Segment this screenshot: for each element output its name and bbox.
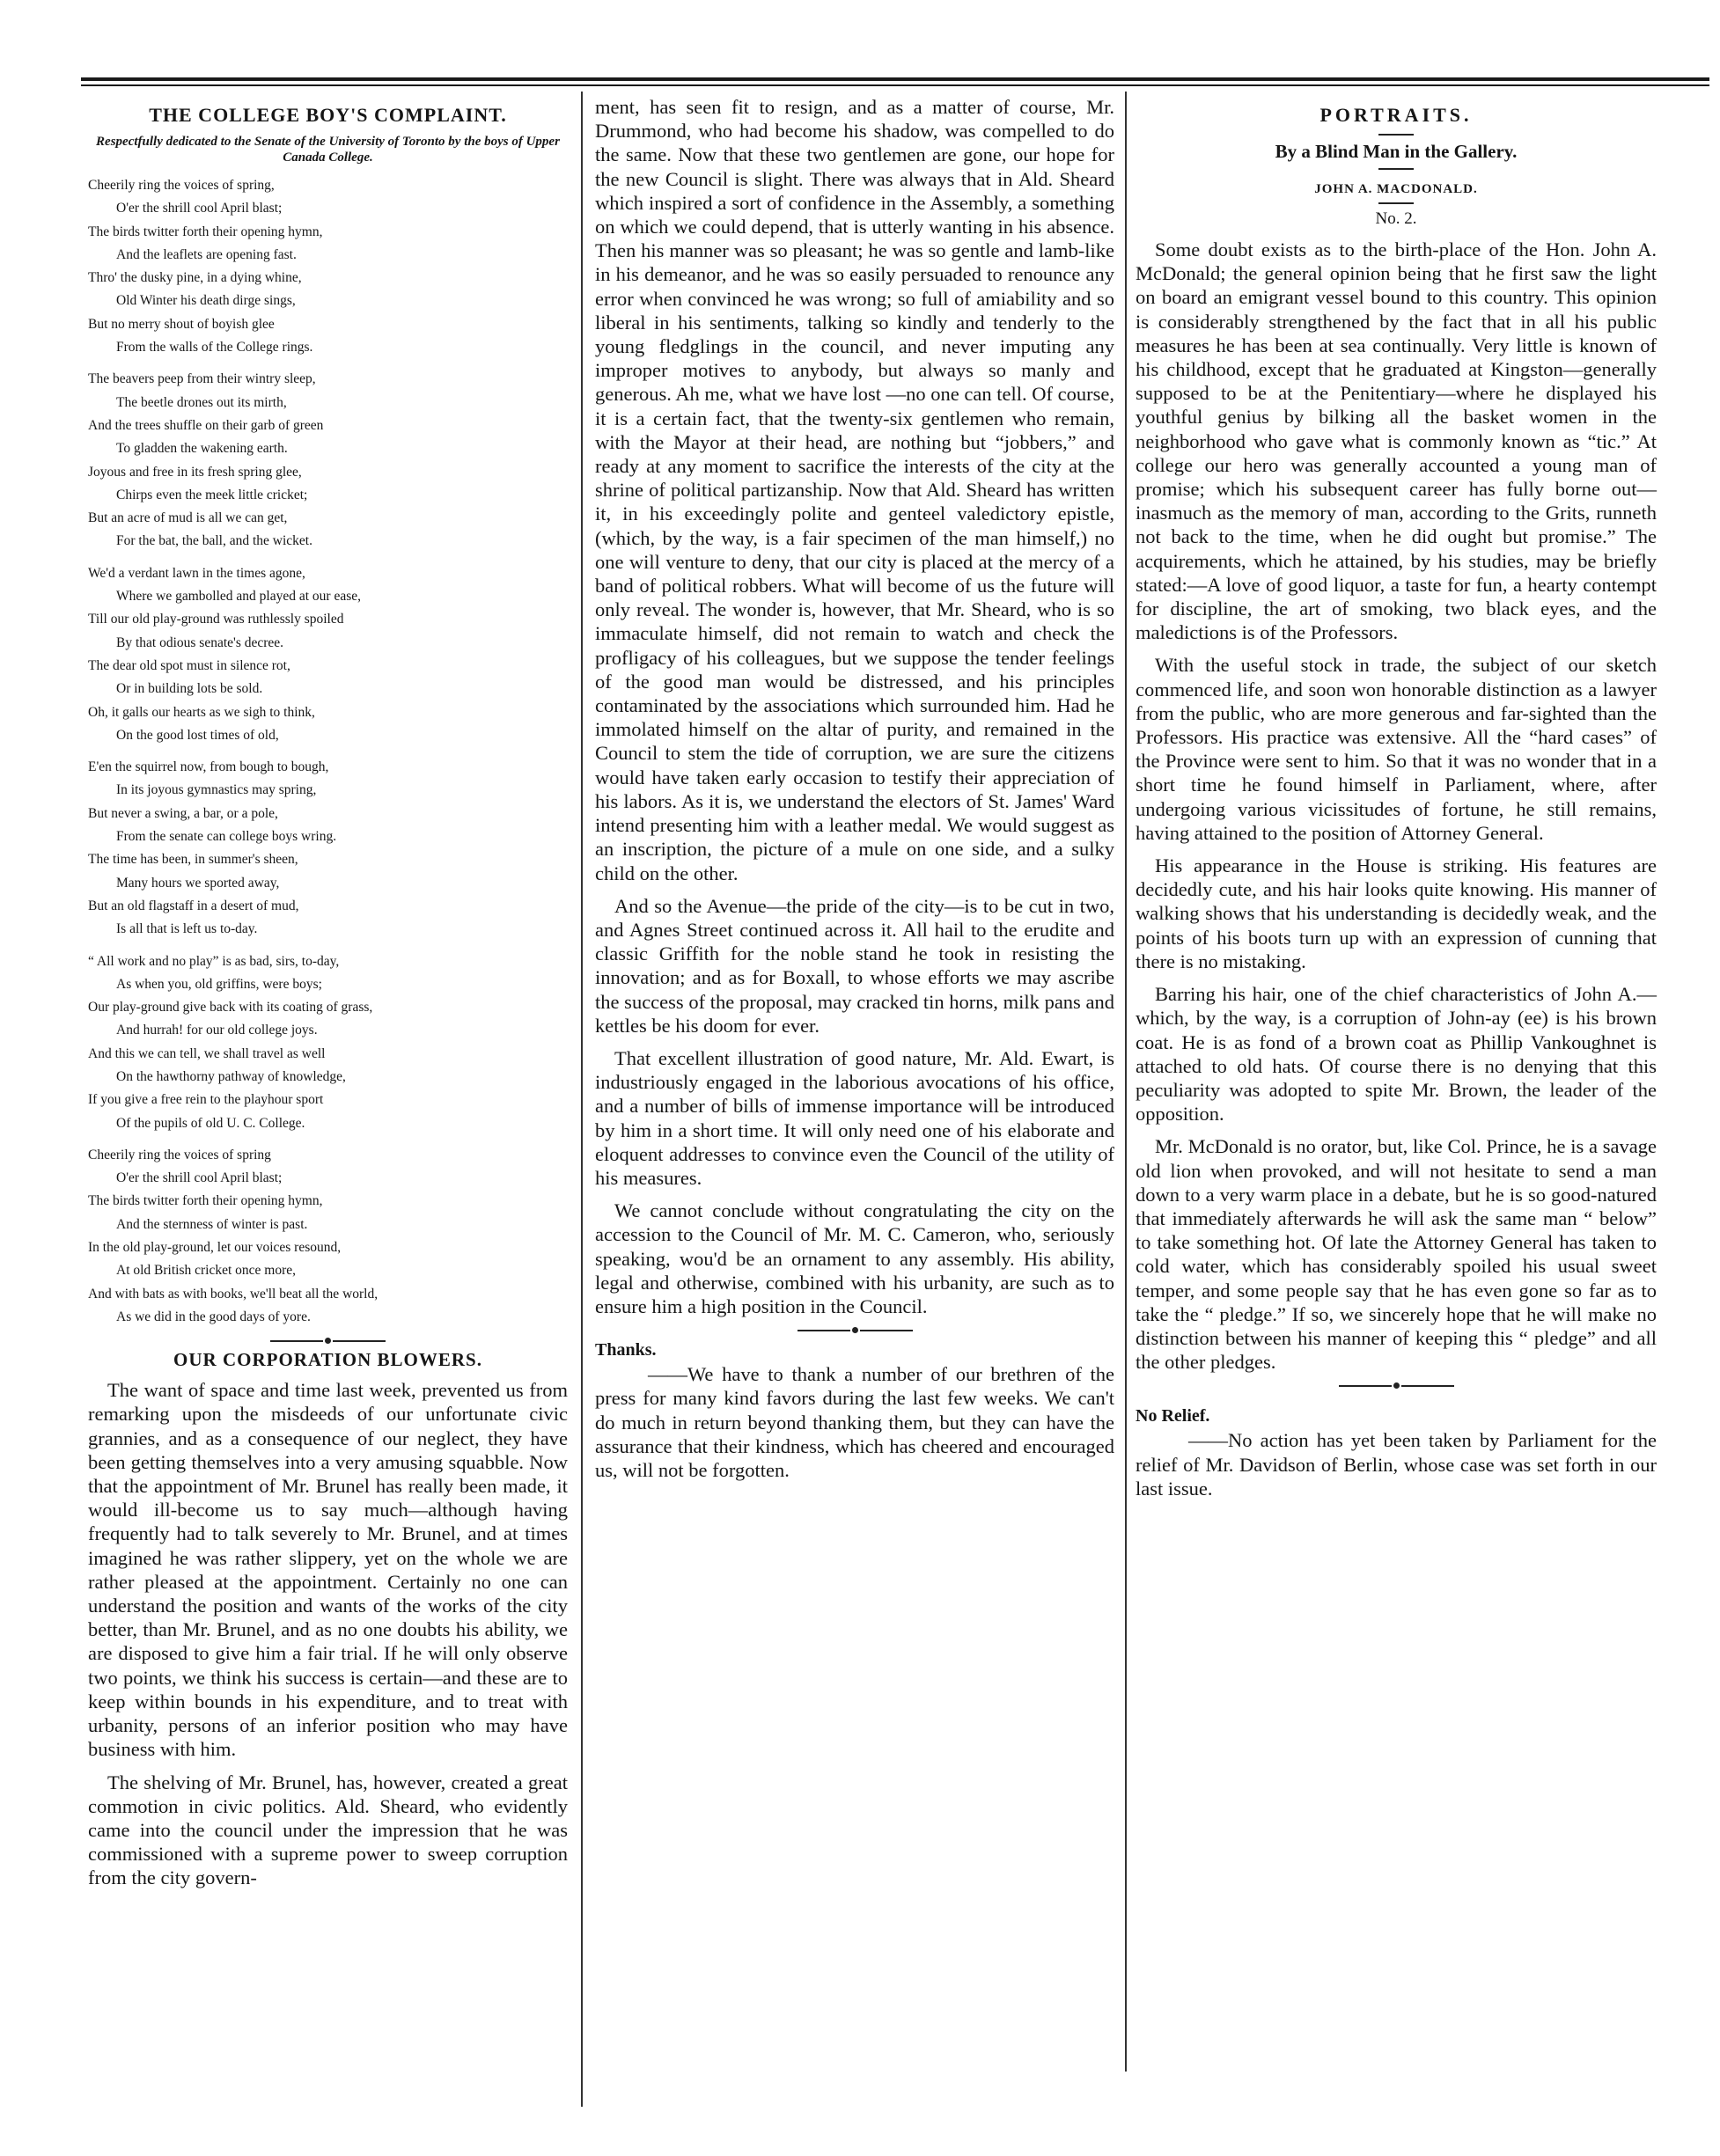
poem-line: But an acre of mud is all we can get, <box>88 510 288 526</box>
paragraph: Some doubt exists as to the birth-place of the Hon. John A. McDonald; the general opinion being that he first saw the light on board an emigrant vessel bound to this country. This opinion is considerably strengthened by the fact that in all his public measures he has been at sea continually. Very little is known of his childhood, except that he graduated at Kingston—generally supposed to be at the Penitentiary—where he displayed his youthful genius by bilking all the basket women in the neighborhood who gave what is commonly known as “tic.” At college our hero was generally accounted a young man of promise; which his subsequent career has fully borne out—inasmuch as the memory of man, according to the Grits, runneth not back to the time, when he did ought but promise.” The acquirements, which he attained, by his studies, may be briefly stated:—A love of good liquor, a taste for fun, a hearty contempt for discipline, the art of smoking, two black eyes, and the maledictions is of the Professors. <box>1136 238 1657 644</box>
poem <box>88 174 568 1329</box>
top-rule-thick <box>81 77 1709 81</box>
poem-dedication: Respectfully dedicated to the Senate of the University of Toronto by the boys of Upper Canada College. <box>96 135 560 165</box>
poem-line: In its joyous gymnastics may spring, <box>116 782 317 798</box>
portrait-number: No. 2. <box>1375 209 1417 228</box>
poem-line: The beetle drones out its mirth, <box>116 394 287 410</box>
poem-line: In the old play-ground, let our voices resound, <box>88 1240 342 1256</box>
poem-line: The birds twitter forth their opening hymn, <box>88 224 323 239</box>
portraits-title: PORTRAITS. <box>1319 104 1473 126</box>
article-title: OUR CORPORATION BLOWERS. <box>173 1349 482 1371</box>
poem-line: Old Winter his death dirge sings, <box>116 293 296 309</box>
poem-stanza <box>88 1144 568 1329</box>
poem-line: Joyous and free in its fresh spring glee, <box>88 464 302 480</box>
poem-line: “ All work and no play” is as bad, sirs, to-day, <box>88 953 340 969</box>
poem-line: If you give a free rein to the playhour sport <box>88 1092 324 1108</box>
column-left <box>88 95 568 1899</box>
paragraph: His appearance in the House is striking. His features are decidedly cute, and his hair looks quite knowing. His manner of walking shows that his understanding is decidedly weak, and the points of his boots turn up with an expression of cunning that there is no mistaking. <box>1136 854 1657 972</box>
poem-stanza <box>88 562 568 747</box>
poem-line: And the trees shuffle on their garb of green <box>88 417 324 433</box>
poem-line: As we did in the good days of yore. <box>116 1309 311 1324</box>
poem-title: THE COLLEGE BOY'S COMPLAINT. <box>149 104 507 126</box>
poem-line: As when you, old griffins, were boys; <box>116 976 322 992</box>
poem-stanza <box>88 950 568 1135</box>
paragraph: We cannot conclude without congratulating the city on the accession to the Council of Mr. M. C. Cameron, who, seriously speaking, wou'd be an ornament to any assembly. His ability, legal and otherwise, combined with his urbanity, are such as to ensure him a high position in the Council. <box>595 1199 1114 1317</box>
poem-line: And with bats as with books, we'll beat all the world, <box>88 1286 379 1302</box>
poem-line: The dear old spot must in silence rot, <box>88 657 290 673</box>
poem-line: O'er the shrill cool April blast; <box>116 201 283 216</box>
poem-stanza <box>88 368 568 553</box>
notice-body: ——No action has yet been taken by Parliament for the relief of Mr. Davidson of Berlin, whose case was set forth in our last issue. <box>1136 1429 1657 1500</box>
poem-line: We'd a verdant lawn in the times agone, <box>88 565 305 581</box>
poem-line: Till our old play-ground was ruthlessly spoiled <box>88 612 344 627</box>
paragraph: With the useful stock in trade, the subject of our sketch commenced life, and soon won honorable distinction as a lawyer from the public, who are more generous and far-sighted than the Professors. His practice was extensive. All the “hard cases” of the Province were sent to him. So that it was no wonder that in a short time he found himself in Parliament, where, after undergoing various vicissitudes of fortune, he still remains, having attained to the position of Attorney General. <box>1136 654 1657 844</box>
short-rule <box>1378 168 1414 170</box>
poem-line: And the leaflets are opening fast. <box>116 246 297 262</box>
poem-line: Our play-ground give back with its coating of grass, <box>88 1000 373 1016</box>
column-divider <box>1125 92 1127 2072</box>
poem-line: Is all that is left us to-day. <box>116 921 258 937</box>
poem-line: Many hours we sported away, <box>116 875 280 891</box>
poem-line: Cheerily ring the voices of spring, <box>88 178 275 193</box>
short-rule <box>1378 202 1414 204</box>
poem-line: Or in building lots be sold. <box>116 681 263 697</box>
poem-line: But no merry shout of boyish glee <box>88 316 275 332</box>
top-rule-thin <box>81 84 1709 86</box>
poem-line: Oh, it galls our hearts as we sigh to think, <box>88 704 315 720</box>
column-middle <box>595 95 1114 1482</box>
article-body <box>88 1378 568 1889</box>
notice-title: No Relief. <box>1136 1406 1210 1426</box>
section-divider <box>1136 1382 1657 1389</box>
notice-title: Thanks. <box>595 1340 657 1360</box>
poem-line: By that odious senate's decree. <box>116 634 284 650</box>
poem-line: And this we can tell, we shall travel as well <box>88 1045 326 1061</box>
poem-line: Where we gambolled and played at our ease, <box>116 589 362 605</box>
column-right <box>1136 95 1657 1500</box>
poem-line: But never a swing, a bar, or a pole, <box>88 805 278 821</box>
portrait-body <box>1136 238 1657 1374</box>
short-rule <box>1378 134 1414 136</box>
paragraph: ment, has seen fit to resign, and as a matter of course, Mr. Drummond, who had become his shadow, was compelled to do the same. Now that these two gentlemen are gone, our hope for the new Council is slight. There was always that in Ald. Sheard which inspired a sort of confidence in the Assembly, a something on which we could depend, that is utterly wanting in his absence. Then his manner was so pleasant; he was so gentle and lamb-like in his demeanor, and he was so easily persuaded to renounce any error when convinced he was wrong; so full of amiability and so liberal in his sentiments, talking so kindly and tenderly to the young fledglings in the council, and never imputing any improper motives to anybody, but always so manly and generous. Ah me, what we have lost —no one can tell. Of course, it is a certain fact, that the twenty-six gentlemen who remain, with the Mayor at their head, are nothing but “jobbers,” and ready at any moment to sacrifice the interests of the city at the shrine of political partizanship. Now that Ald. Sheard has written it, in his exceedingly polite and genteel valedictory epistle, (which, by the way, is a fair specimen of the man himself,) no one will venture to deny, that our city is placed at the mercy of a band of political robbers. What will become of us the future will only reveal. The wonder is, however, that Mr. Sheard, who is so immaculate himself, did not remain to watch and check the profligacy of his colleagues, but we suppose the tender feelings of the good man would be distressed, and his principles contaminated by the associations which surrounded him. Had he immolated himself on the altar of purity, and remained in the Council to stem the tide of corruption, we are sure the citizens would have taken early occasion to testify their appreciation of his labors. As it is, we understand the electors of St. James' Ward intend presenting him with a leather medal. We would suggest as an inscription, the picture of a mule on one side, and a sulky child on the other. <box>595 96 1114 884</box>
poem-line: On the hawthorny pathway of knowledge, <box>116 1068 346 1084</box>
poem-stanza <box>88 756 568 941</box>
portrait-subject: JOHN A. MACDONALD. <box>1314 182 1478 196</box>
poem-line: To gladden the wakening earth. <box>116 441 288 457</box>
section-divider <box>595 1327 1114 1333</box>
poem-line: And the sternness of winter is past. <box>116 1216 308 1232</box>
poem-line: The birds twitter forth their opening hymn, <box>88 1193 323 1209</box>
poem-line: From the walls of the College rings. <box>116 340 313 356</box>
poem-line: O'er the shrill cool April blast; <box>116 1170 283 1186</box>
poem-line: For the bat, the ball, and the wicket. <box>116 533 312 549</box>
section-divider <box>88 1338 568 1344</box>
column-divider <box>581 92 583 2107</box>
poem-line: On the good lost times of old, <box>116 727 279 743</box>
paragraph: And so the Avenue—the pride of the city—is to be cut in two, and Agnes Street continued across it. All hail to the erudite and classic Griffith for the noble stand he took in resisting the innovation; and as for Boxall, to whose efforts we may ascribe the success of the proposal, may cracked tin horns, milk pans and kettles be his doom for ever. <box>595 894 1114 1037</box>
paragraph: That excellent illustration of good nature, Mr. Ald. Ewart, is industriously engaged in the laborious avocations of his office, and a number of bills of immense importance will be introduced by him in a short time. It will only need one of his elaborate and eloquent addresses to convince even the Council of the utility of his measures. <box>595 1046 1114 1189</box>
poem-stanza <box>88 174 568 359</box>
paragraph: Barring his hair, one of the chief characteristics of John A.—which, by the way, is a corruption of John-ay (ee) is his brown coat. He is as fond of a brown coat as Phillip Vankoughnet is attached to old hats. Of course there is no denying that this peculiarity was adopted to spite Mr. Brown, the leader of the opposition. <box>1136 983 1657 1126</box>
poem-line: E'en the squirrel now, from bough to bough, <box>88 759 329 775</box>
paragraph: The shelving of Mr. Brunel, has, however, created a great commotion in civic politics. Ald. Sheard, who evidently came into the council under the impression that he was commissioned with a supreme power to sweep corruption from the city govern- <box>88 1771 568 1889</box>
portraits-subtitle: By a Blind Man in the Gallery. <box>1275 141 1518 162</box>
poem-line: The beavers peep from their wintry sleep, <box>88 371 316 387</box>
notice-body: ——We have to thank a number of our brethren of the press for many kind favors during the last few weeks. We can't do much in return beyond thanking them, but they can have the assurance that their kindness, which has cheered and encouraged us, will not be forgotten. <box>595 1363 1114 1481</box>
poem-line: Of the pupils of old U. C. College. <box>116 1115 305 1131</box>
paragraph: Mr. McDonald is no orator, but, like Col. Prince, he is a savage old lion when provoked, and will not hesitate to send a man down to a very warm place in a debate, but he is so good-natured that immediately afterwards he will ask the same man “ below” to take something hot. Of late the Attorney General has taken to cold water, which has considerably spoiled his usual sweet temper, and some people say that he has even gone so far as to take the “ pledge.” If so, we sincerely hope that he will make no distinction between his manner of keeping this “ pledge” and all the other pledges. <box>1136 1135 1657 1374</box>
poem-line: From the senate can college boys wring. <box>116 829 337 845</box>
article-continuation <box>595 95 1114 1318</box>
poem-line: Cheerily ring the voices of spring <box>88 1147 271 1162</box>
poem-line: The time has been, in summer's sheen, <box>88 852 298 868</box>
poem-line: But an old flagstaff in a desert of mud, <box>88 898 299 913</box>
poem-line: Thro' the dusky pine, in a dying whine, <box>88 270 302 286</box>
poem-line: And hurrah! for our old college joys. <box>116 1023 318 1038</box>
poem-line: At old British cricket once more, <box>116 1263 297 1279</box>
poem-line: Chirps even the meek little cricket; <box>116 487 308 502</box>
paragraph: The want of space and time last week, prevented us from remarking upon the misdeeds of our unfortunate civic grannies, and as a consequence of our neglect, they have been getting themselves into a very amusing squabble. Now that the appointment of Mr. Brunel has really been made, it would ill-become us to say much—although having frequently had to talk severely to Mr. Brunel, and at times imagined he was rather slippery, yet on the whole we are rather pleased at the appointment. Certainly no one can understand the position and wants of the works of the city better, than Mr. Brunel, and as no one doubts his ability, we are disposed to give him a fair trial. If he will only observe two points, we think his success is certain—and these are to keep within bounds in his expenditure, and to treat with urbanity, persons of an inferior position who may have business with him. <box>88 1379 568 1761</box>
